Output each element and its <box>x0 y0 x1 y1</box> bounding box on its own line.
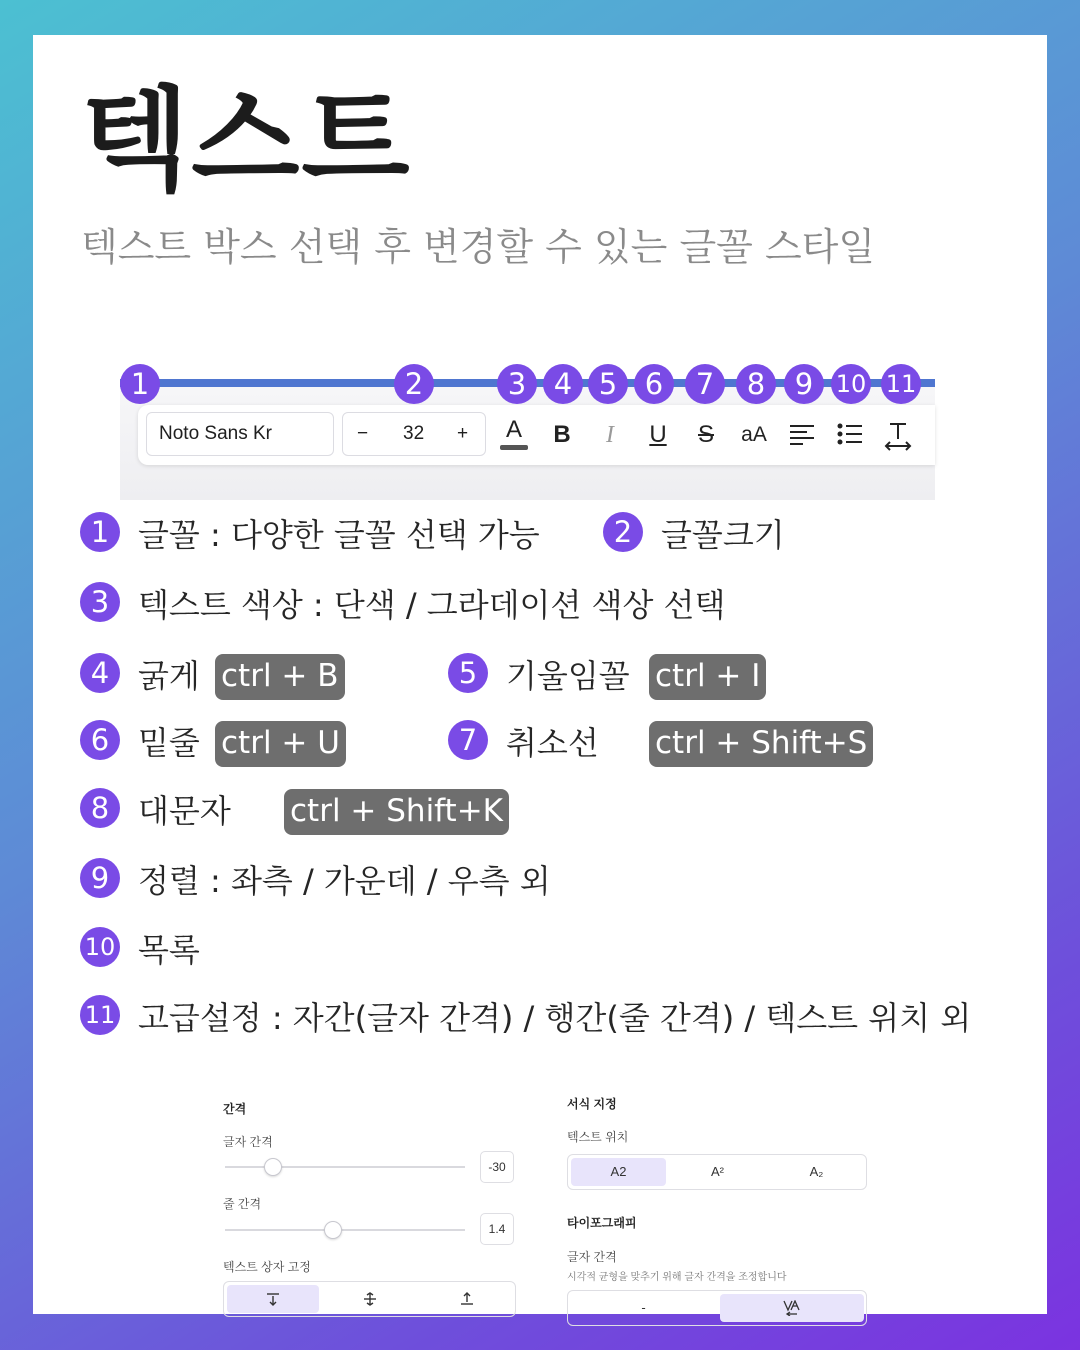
text-position-label: 텍스트 위치 <box>567 1130 629 1144</box>
advanced-settings-button[interactable] <box>880 415 916 455</box>
anchor-middle-icon <box>363 1292 377 1306</box>
underline-button[interactable] <box>640 415 676 455</box>
shortcut-uppercase: ctrl + Shift+K <box>284 789 509 835</box>
marker-1: 1 <box>120 364 160 404</box>
badge-4: 4 <box>80 653 120 693</box>
badge-9: 9 <box>80 858 120 898</box>
text-color-icon: A <box>505 416 522 443</box>
case-icon: aA <box>741 423 767 446</box>
spacing-heading: 간격 <box>223 1102 247 1116</box>
align-button[interactable] <box>784 415 820 455</box>
kerning-description: 시각적 균형을 맞추기 위해 글자 간격을 조정합니다 <box>567 1272 787 1283</box>
legend-item-6 <box>80 723 200 763</box>
badge-5: 5 <box>448 653 488 693</box>
format-panel <box>565 1090 885 1330</box>
shortcut-italic: ctrl + I <box>649 654 766 700</box>
format-heading: 서식 지정 <box>567 1097 617 1111</box>
badge-3: 3 <box>80 582 120 622</box>
legend-text-2: 글꼴크기 <box>661 516 785 554</box>
underline-icon: U <box>649 421 667 448</box>
font-family-dropdown[interactable]: Noto Sans Kr <box>146 412 334 456</box>
font-size-stepper[interactable] <box>342 412 486 456</box>
legend-item-7 <box>448 723 599 763</box>
align-left-icon <box>789 421 815 447</box>
legend-item-4 <box>80 656 200 696</box>
position-superscript-button[interactable]: A² <box>711 1164 724 1179</box>
line-spacing-track <box>225 1229 465 1231</box>
letter-spacing-slider[interactable] <box>264 1158 282 1176</box>
bold-icon: B <box>553 421 571 448</box>
legend-text-5: 기울임꼴 <box>506 657 630 695</box>
marker-7: 7 <box>685 364 725 404</box>
page-subtitle: 텍스트 박스 선택 후 변경할 수 있는 글꼴 스타일 <box>81 225 876 269</box>
anchor-bottom-button[interactable] <box>421 1285 513 1313</box>
legend-item-11 <box>80 998 971 1038</box>
legend-item-3 <box>80 585 725 625</box>
legend-item-5 <box>448 656 630 696</box>
kerning-control <box>567 1290 867 1326</box>
text-position-control <box>567 1154 867 1190</box>
font-size-decrease-button[interactable]: − <box>357 423 369 444</box>
letter-spacing-value[interactable]: -30 <box>480 1151 514 1183</box>
marker-3: 3 <box>497 364 537 404</box>
anchor-label: 텍스트 상자 고정 <box>223 1260 311 1274</box>
shortcut-bold: ctrl + B <box>215 654 345 700</box>
toolbar-screenshot <box>120 350 935 500</box>
text-color-button[interactable] <box>496 415 532 455</box>
legend-text-7: 취소선 <box>506 724 599 762</box>
legend-text-10: 목록 <box>138 931 200 969</box>
text-spacing-icon <box>884 421 912 451</box>
legend-text-3: 텍스트 색상 : 단색 / 그라데이션 색상 선택 <box>138 586 726 624</box>
badge-6: 6 <box>80 720 120 760</box>
italic-icon: I <box>606 422 614 448</box>
line-spacing-value[interactable]: 1.4 <box>480 1213 514 1245</box>
legend-item-2 <box>603 515 785 555</box>
shortcut-underline: ctrl + U <box>215 721 346 767</box>
kerning-icon <box>783 1300 801 1316</box>
italic-button[interactable] <box>592 415 628 455</box>
legend-text-11: 고급설정 : 자간(글자 간격) / 행간(줄 간격) / 텍스트 위치 외 <box>138 999 972 1037</box>
color-swatch-bar <box>500 445 528 450</box>
font-size-increase-button[interactable]: + <box>457 423 469 444</box>
marker-11: 11 <box>881 364 921 404</box>
badge-11: 11 <box>80 995 120 1035</box>
letter-spacing-track <box>225 1166 465 1168</box>
badge-7: 7 <box>448 720 488 760</box>
badge-2: 2 <box>603 512 643 552</box>
anchor-top-button[interactable] <box>227 1285 319 1313</box>
typography-heading: 타이포그래피 <box>567 1216 637 1230</box>
shortcut-strikethrough: ctrl + Shift+S <box>649 721 873 767</box>
legend-text-1: 글꼴 : 다양한 글꼴 선택 가능 <box>138 516 540 554</box>
legend-item-1 <box>80 515 540 555</box>
anchor-top-icon <box>266 1292 280 1306</box>
page-title: 텍스트 <box>81 76 412 206</box>
marker-9: 9 <box>784 364 824 404</box>
marker-10: 10 <box>831 364 871 404</box>
marker-2: 2 <box>394 364 434 404</box>
legend-item-8 <box>80 791 231 831</box>
kerning-off-button[interactable]: - <box>641 1300 646 1315</box>
legend-text-6: 밑줄 <box>138 724 200 762</box>
legend-item-10 <box>80 930 200 970</box>
bullet-list-icon <box>837 421 863 447</box>
badge-10: 10 <box>80 927 120 967</box>
legend-text-9: 정렬 : 좌측 / 가운데 / 우측 외 <box>138 862 551 900</box>
anchor-middle-button[interactable] <box>324 1285 416 1313</box>
line-spacing-slider[interactable] <box>324 1221 342 1239</box>
uppercase-button[interactable] <box>736 415 772 455</box>
text-toolbar <box>138 405 935 465</box>
content-card <box>33 35 1047 1314</box>
position-subscript-button[interactable]: A₂ <box>809 1164 824 1179</box>
anchor-bottom-icon <box>460 1292 474 1306</box>
kerning-auto-button[interactable] <box>720 1294 864 1322</box>
toolbar-background <box>120 387 935 500</box>
bold-button[interactable] <box>544 415 580 455</box>
legend-item-9 <box>80 861 551 901</box>
anchor-segmented-control <box>223 1281 516 1317</box>
marker-8: 8 <box>736 364 776 404</box>
legend-text-4: 굵게 <box>138 657 200 695</box>
badge-1: 1 <box>80 512 120 552</box>
line-spacing-label: 줄 간격 <box>223 1197 262 1211</box>
list-button[interactable] <box>832 415 868 455</box>
strikethrough-icon: S <box>697 421 714 448</box>
spacing-panel <box>220 1095 520 1325</box>
letter-spacing-label: 글자 간격 <box>223 1135 273 1149</box>
font-size-value[interactable]: 32 <box>403 423 425 444</box>
position-normal-button[interactable]: A2 <box>571 1158 666 1186</box>
strikethrough-button[interactable] <box>688 415 724 455</box>
marker-6: 6 <box>634 364 674 404</box>
badge-8: 8 <box>80 788 120 828</box>
kerning-label: 글자 간격 <box>567 1250 617 1264</box>
marker-5: 5 <box>588 364 628 404</box>
legend-text-8: 대문자 <box>138 792 231 830</box>
marker-4: 4 <box>543 364 583 404</box>
